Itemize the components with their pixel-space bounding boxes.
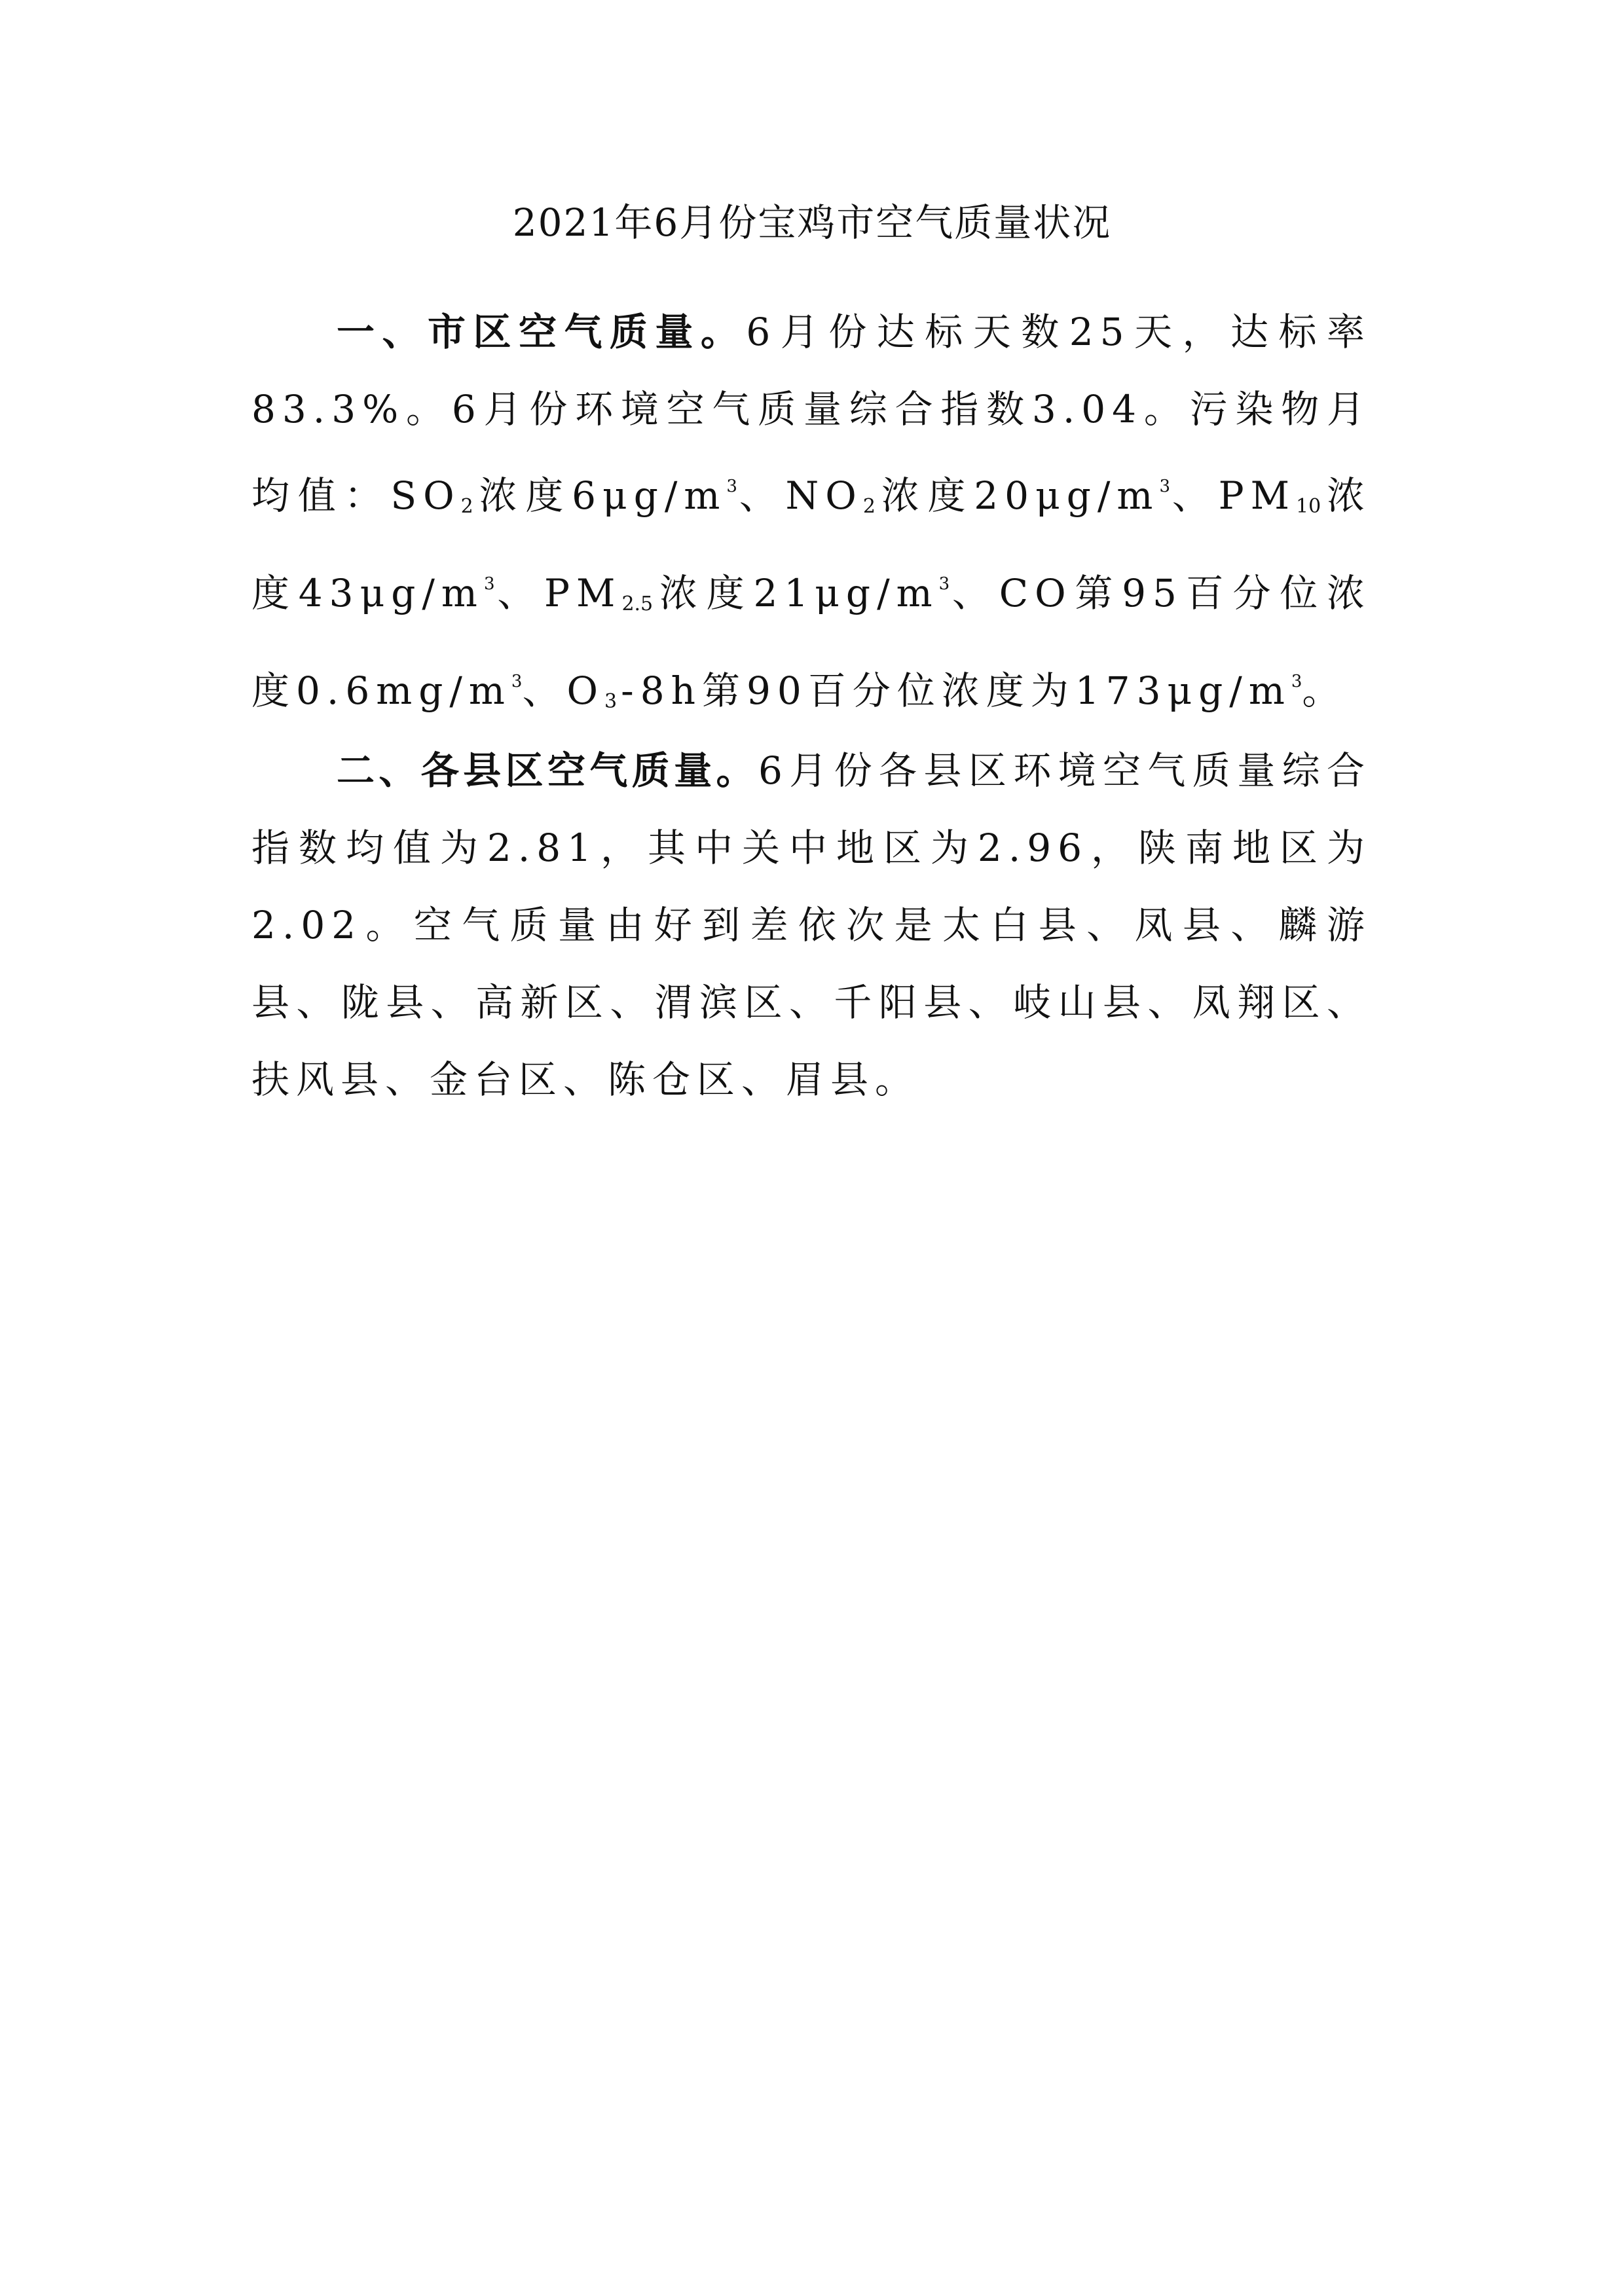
separator: 、 [522, 668, 567, 713]
no2-unit-superscript: 3 [1159, 477, 1170, 496]
county-summary-text: 6月份各县区环境空气质量综合指数均值为2.81，其中关中地区为2.96，陕南地区为2.02。空气质量由好到差依次是太白县、凤县、麟游县、陇县、高新区、渭滨区、千阳县、岐山县、凤翔区、扶风县、金台区、陈仓区、眉县。 [251, 748, 1371, 1102]
section-city-heading: 一、市区空气质量。 [337, 310, 747, 354]
o3-label: O [566, 668, 605, 713]
no2-subscript: 2 [862, 495, 876, 518]
so2-unit-superscript: 3 [726, 477, 737, 496]
o3-value: -8h第90百分位浓度为173μg/m [621, 668, 1291, 713]
city-summary-text: 6月份达标天数25天，达标率83.3%。6月份环境空气质量综合指数3.04。污染物月均值： [251, 310, 1371, 518]
period: 。 [1302, 668, 1347, 713]
so2-value: 浓度6μg/m [477, 473, 727, 518]
section-city-air-quality [251, 293, 1371, 740]
separator: 、 [737, 473, 786, 518]
section-county-heading: 二、各县区空气质量。 [337, 748, 758, 793]
pm10-value: 浓度43μg/m [251, 473, 1371, 615]
pm10-label: PM [1218, 473, 1296, 518]
pm25-unit-superscript: 3 [938, 574, 950, 594]
section-county-air-quality [251, 732, 1371, 1118]
no2-label: NO [785, 473, 863, 518]
so2-label: SO [390, 473, 461, 518]
pm25-subscript: 2.5 [621, 592, 654, 615]
so2-subscript: 2 [460, 495, 473, 518]
pm25-label: PM [544, 571, 622, 615]
o3-unit-superscript: 3 [1291, 672, 1302, 691]
separator: 、 [1170, 473, 1219, 518]
no2-value: 浓度20μg/m [879, 473, 1160, 518]
pm10-unit-superscript: 3 [483, 574, 495, 594]
pm25-value: 浓度21μg/m [657, 571, 939, 615]
co-unit-superscript: 3 [511, 672, 523, 691]
separator: 、 [494, 571, 545, 615]
pm10-subscript: 10 [1295, 495, 1321, 518]
separator: 、 [950, 571, 999, 615]
o3-subscript: 3 [604, 690, 618, 713]
co-value: CO第95百分位浓度0.6mg/m [251, 571, 1371, 713]
document-title: 2021年6月份宝鸡市空气质量状况 [512, 200, 1112, 245]
